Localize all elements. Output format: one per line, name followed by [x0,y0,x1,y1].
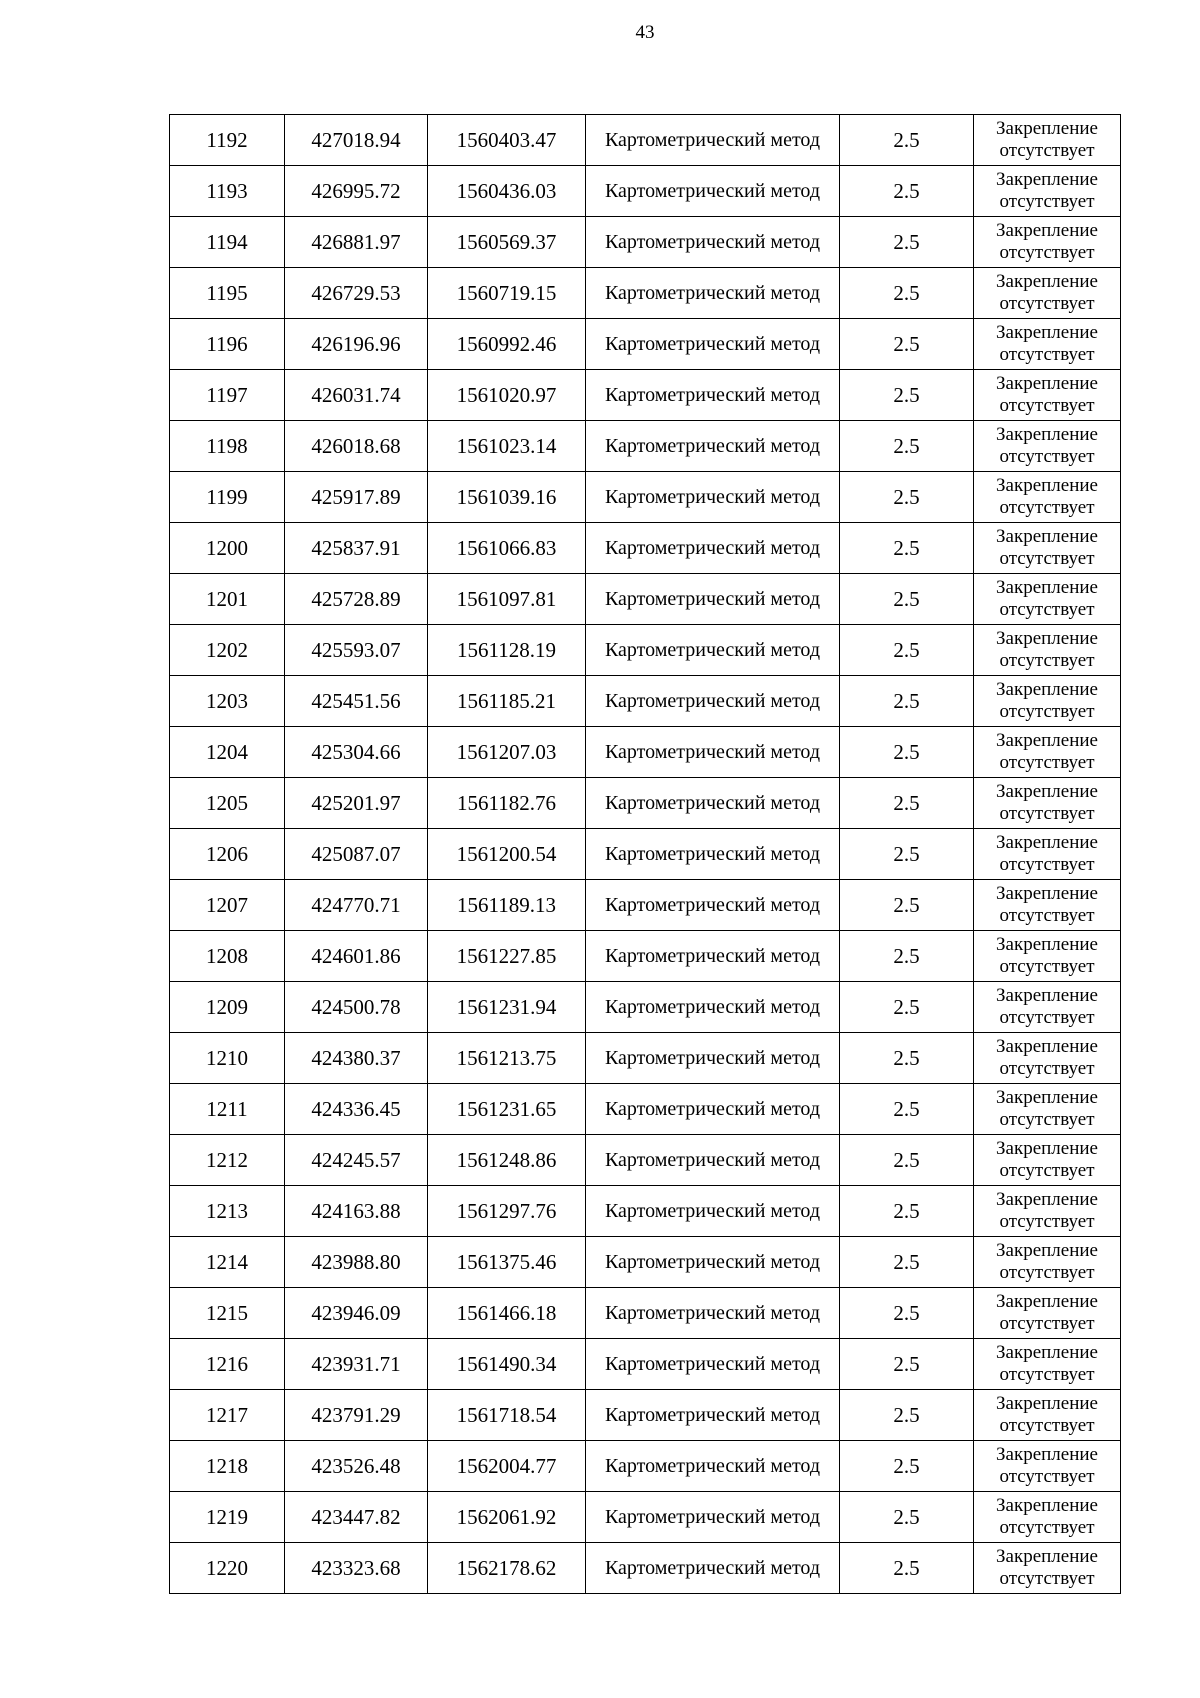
fixing-status-line: Закрепление [996,219,1098,241]
fixing-status-line: отсутствует [999,293,1095,314]
method-cell: Картометрический метод [586,727,840,778]
table-row [170,268,1121,319]
point-number-cell: 1213 [170,1186,285,1237]
point-number-cell: 1199 [170,472,285,523]
y-coordinate-cell: 1560719.15 [428,268,586,319]
accuracy-cell: 2.5 [840,1543,974,1594]
accuracy-cell: 2.5 [840,829,974,880]
accuracy-cell: 2.5 [840,1288,974,1339]
fixing-status-line: отсутствует [999,1466,1095,1487]
accuracy-cell: 2.5 [840,1390,974,1441]
y-coordinate-cell: 1561185.21 [428,676,586,727]
y-coordinate-cell: 1561128.19 [428,625,586,676]
fixing-status-cell [974,319,1121,370]
x-coordinate-cell: 425593.07 [285,625,428,676]
y-coordinate-cell: 1561207.03 [428,727,586,778]
x-coordinate-cell: 423931.71 [285,1339,428,1390]
coordinates-table [169,114,1121,1594]
fixing-status-cell [974,574,1121,625]
fixing-status-cell [974,1033,1121,1084]
page-number: 43 [635,22,655,43]
y-coordinate-cell: 1560403.47 [428,115,586,166]
fixing-status-line: Закрепление [996,780,1098,802]
method-cell: Картометрический метод [586,1288,840,1339]
y-coordinate-cell: 1561231.94 [428,982,586,1033]
fixing-status-cell [974,1186,1121,1237]
table-row [170,574,1121,625]
fixing-status-line: Закрепление [996,372,1098,394]
x-coordinate-cell: 424500.78 [285,982,428,1033]
accuracy-cell: 2.5 [840,1237,974,1288]
fixing-status-line: отсутствует [999,1415,1095,1436]
accuracy-cell: 2.5 [840,1033,974,1084]
method-cell: Картометрический метод [586,1441,840,1492]
table-row [170,880,1121,931]
table-row [170,676,1121,727]
fixing-status-line: отсутствует [999,1160,1095,1181]
fixing-status-cell [974,1084,1121,1135]
method-cell: Картометрический метод [586,472,840,523]
fixing-status-line: отсутствует [999,1313,1095,1334]
accuracy-cell: 2.5 [840,421,974,472]
fixing-status-line: отсутствует [999,752,1095,773]
method-cell: Картометрический метод [586,676,840,727]
fixing-status-line: Закрепление [996,1239,1098,1261]
y-coordinate-cell: 1561066.83 [428,523,586,574]
fixing-status-line: Закрепление [996,831,1098,853]
method-cell: Картометрический метод [586,115,840,166]
method-cell: Картометрический метод [586,370,840,421]
point-number-cell: 1203 [170,676,285,727]
point-number-cell: 1202 [170,625,285,676]
fixing-status-line: Закрепление [996,627,1098,649]
x-coordinate-cell: 423323.68 [285,1543,428,1594]
fixing-status-line: отсутствует [999,1058,1095,1079]
accuracy-cell: 2.5 [840,574,974,625]
y-coordinate-cell: 1561200.54 [428,829,586,880]
point-number-cell: 1215 [170,1288,285,1339]
method-cell: Картометрический метод [586,982,840,1033]
fixing-status-line: отсутствует [999,1262,1095,1283]
table-row [170,982,1121,1033]
accuracy-cell: 2.5 [840,268,974,319]
fixing-status-cell [974,1339,1121,1390]
method-cell: Картометрический метод [586,1237,840,1288]
table-row [170,1441,1121,1492]
fixing-status-cell [974,217,1121,268]
y-coordinate-cell: 1560992.46 [428,319,586,370]
point-number-cell: 1209 [170,982,285,1033]
point-number-cell: 1218 [170,1441,285,1492]
point-number-cell: 1219 [170,1492,285,1543]
coordinates-table-body [170,115,1121,1594]
fixing-status-cell [974,370,1121,421]
x-coordinate-cell: 423447.82 [285,1492,428,1543]
accuracy-cell: 2.5 [840,1135,974,1186]
fixing-status-cell [974,880,1121,931]
fixing-status-line: отсутствует [999,242,1095,263]
x-coordinate-cell: 425304.66 [285,727,428,778]
method-cell: Картометрический метод [586,574,840,625]
accuracy-cell: 2.5 [840,370,974,421]
method-cell: Картометрический метод [586,1339,840,1390]
fixing-status-line: отсутствует [999,344,1095,365]
fixing-status-line: Закрепление [996,474,1098,496]
point-number-cell: 1204 [170,727,285,778]
fixing-status-cell [974,268,1121,319]
fixing-status-line: Закрепление [996,1035,1098,1057]
x-coordinate-cell: 425837.91 [285,523,428,574]
fixing-status-cell [974,166,1121,217]
fixing-status-cell [974,676,1121,727]
fixing-status-cell [974,625,1121,676]
x-coordinate-cell: 425728.89 [285,574,428,625]
fixing-status-line: отсутствует [999,191,1095,212]
point-number-cell: 1192 [170,115,285,166]
point-number-cell: 1211 [170,1084,285,1135]
point-number-cell: 1217 [170,1390,285,1441]
y-coordinate-cell: 1562178.62 [428,1543,586,1594]
method-cell: Картометрический метод [586,1186,840,1237]
x-coordinate-cell: 423988.80 [285,1237,428,1288]
method-cell: Картометрический метод [586,268,840,319]
table-row [170,370,1121,421]
accuracy-cell: 2.5 [840,166,974,217]
method-cell: Картометрический метод [586,421,840,472]
fixing-status-line: Закрепление [996,1290,1098,1312]
table-row [170,421,1121,472]
accuracy-cell: 2.5 [840,472,974,523]
y-coordinate-cell: 1561097.81 [428,574,586,625]
table-row [170,115,1121,166]
point-number-cell: 1216 [170,1339,285,1390]
table-row [170,829,1121,880]
x-coordinate-cell: 426018.68 [285,421,428,472]
x-coordinate-cell: 426031.74 [285,370,428,421]
fixing-status-line: Закрепление [996,984,1098,1006]
point-number-cell: 1205 [170,778,285,829]
point-number-cell: 1206 [170,829,285,880]
x-coordinate-cell: 424601.86 [285,931,428,982]
fixing-status-line: Закрепление [996,1443,1098,1465]
table-row [170,1543,1121,1594]
fixing-status-cell [974,829,1121,880]
fixing-status-line: Закрепление [996,423,1098,445]
point-number-cell: 1208 [170,931,285,982]
accuracy-cell: 2.5 [840,982,974,1033]
accuracy-cell: 2.5 [840,523,974,574]
fixing-status-line: Закрепление [996,525,1098,547]
y-coordinate-cell: 1561297.76 [428,1186,586,1237]
fixing-status-line: отсутствует [999,956,1095,977]
x-coordinate-cell: 424380.37 [285,1033,428,1084]
y-coordinate-cell: 1560436.03 [428,166,586,217]
fixing-status-line: Закрепление [996,1086,1098,1108]
method-cell: Картометрический метод [586,1135,840,1186]
x-coordinate-cell: 425451.56 [285,676,428,727]
fixing-status-cell [974,421,1121,472]
accuracy-cell: 2.5 [840,1186,974,1237]
x-coordinate-cell: 425087.07 [285,829,428,880]
point-number-cell: 1193 [170,166,285,217]
y-coordinate-cell: 1561020.97 [428,370,586,421]
table-row [170,472,1121,523]
accuracy-cell: 2.5 [840,1441,974,1492]
fixing-status-line: Закрепление [996,117,1098,139]
fixing-status-cell [974,115,1121,166]
point-number-cell: 1212 [170,1135,285,1186]
table-row [170,166,1121,217]
accuracy-cell: 2.5 [840,727,974,778]
method-cell: Картометрический метод [586,1543,840,1594]
fixing-status-cell [974,1492,1121,1543]
table-row [170,1339,1121,1390]
fixing-status-line: Закрепление [996,1188,1098,1210]
accuracy-cell: 2.5 [840,676,974,727]
table-row [170,1186,1121,1237]
fixing-status-line: Закрепление [996,168,1098,190]
fixing-status-cell [974,1288,1121,1339]
fixing-status-line: Закрепление [996,321,1098,343]
point-number-cell: 1194 [170,217,285,268]
x-coordinate-cell: 424770.71 [285,880,428,931]
x-coordinate-cell: 423946.09 [285,1288,428,1339]
method-cell: Картометрический метод [586,217,840,268]
accuracy-cell: 2.5 [840,1084,974,1135]
fixing-status-line: отсутствует [999,497,1095,518]
fixing-status-cell [974,1135,1121,1186]
point-number-cell: 1210 [170,1033,285,1084]
fixing-status-line: отсутствует [999,395,1095,416]
fixing-status-line: Закрепление [996,882,1098,904]
method-cell: Картометрический метод [586,523,840,574]
y-coordinate-cell: 1561189.13 [428,880,586,931]
fixing-status-cell [974,982,1121,1033]
method-cell: Картометрический метод [586,319,840,370]
fixing-status-line: Закрепление [996,576,1098,598]
y-coordinate-cell: 1561718.54 [428,1390,586,1441]
fixing-status-line: отсутствует [999,548,1095,569]
point-number-cell: 1201 [170,574,285,625]
x-coordinate-cell: 423791.29 [285,1390,428,1441]
point-number-cell: 1196 [170,319,285,370]
x-coordinate-cell: 426881.97 [285,217,428,268]
accuracy-cell: 2.5 [840,319,974,370]
y-coordinate-cell: 1561231.65 [428,1084,586,1135]
table-row [170,1135,1121,1186]
fixing-status-cell [974,1543,1121,1594]
x-coordinate-cell: 424336.45 [285,1084,428,1135]
point-number-cell: 1220 [170,1543,285,1594]
accuracy-cell: 2.5 [840,778,974,829]
table-row [170,778,1121,829]
fixing-status-line: отсутствует [999,446,1095,467]
accuracy-cell: 2.5 [840,115,974,166]
table-row [170,319,1121,370]
point-number-cell: 1195 [170,268,285,319]
table-row [170,523,1121,574]
fixing-status-line: Закрепление [996,729,1098,751]
x-coordinate-cell: 426995.72 [285,166,428,217]
x-coordinate-cell: 427018.94 [285,115,428,166]
method-cell: Картометрический метод [586,778,840,829]
table-row [170,727,1121,778]
table-row [170,1288,1121,1339]
y-coordinate-cell: 1561023.14 [428,421,586,472]
y-coordinate-cell: 1561213.75 [428,1033,586,1084]
y-coordinate-cell: 1561375.46 [428,1237,586,1288]
point-number-cell: 1214 [170,1237,285,1288]
fixing-status-cell [974,472,1121,523]
x-coordinate-cell: 425201.97 [285,778,428,829]
method-cell: Картометрический метод [586,625,840,676]
fixing-status-line: Закрепление [996,270,1098,292]
fixing-status-cell [974,778,1121,829]
table-row [170,1084,1121,1135]
x-coordinate-cell: 426729.53 [285,268,428,319]
y-coordinate-cell: 1561227.85 [428,931,586,982]
table-row [170,217,1121,268]
method-cell: Картометрический метод [586,829,840,880]
fixing-status-cell [974,523,1121,574]
table-row [170,1033,1121,1084]
x-coordinate-cell: 423526.48 [285,1441,428,1492]
method-cell: Картометрический метод [586,1084,840,1135]
fixing-status-line: Закрепление [996,1545,1098,1567]
fixing-status-line: отсутствует [999,650,1095,671]
accuracy-cell: 2.5 [840,625,974,676]
fixing-status-line: отсутствует [999,1007,1095,1028]
fixing-status-line: отсутствует [999,1568,1095,1589]
table-row [170,1237,1121,1288]
y-coordinate-cell: 1561182.76 [428,778,586,829]
fixing-status-line: отсутствует [999,140,1095,161]
fixing-status-line: Закрепление [996,1341,1098,1363]
point-number-cell: 1198 [170,421,285,472]
table-row [170,625,1121,676]
fixing-status-line: отсутствует [999,1364,1095,1385]
x-coordinate-cell: 424163.88 [285,1186,428,1237]
method-cell: Картометрический метод [586,1492,840,1543]
accuracy-cell: 2.5 [840,217,974,268]
accuracy-cell: 2.5 [840,1339,974,1390]
fixing-status-line: отсутствует [999,1211,1095,1232]
fixing-status-cell [974,1390,1121,1441]
table-row [170,931,1121,982]
y-coordinate-cell: 1562061.92 [428,1492,586,1543]
method-cell: Картометрический метод [586,880,840,931]
table-row [170,1492,1121,1543]
method-cell: Картометрический метод [586,1033,840,1084]
method-cell: Картометрический метод [586,931,840,982]
fixing-status-line: Закрепление [996,1494,1098,1516]
y-coordinate-cell: 1560569.37 [428,217,586,268]
y-coordinate-cell: 1562004.77 [428,1441,586,1492]
fixing-status-line: Закрепление [996,1392,1098,1414]
point-number-cell: 1207 [170,880,285,931]
fixing-status-cell [974,1237,1121,1288]
fixing-status-line: Закрепление [996,678,1098,700]
accuracy-cell: 2.5 [840,880,974,931]
fixing-status-cell [974,1441,1121,1492]
fixing-status-cell [974,727,1121,778]
fixing-status-line: отсутствует [999,854,1095,875]
accuracy-cell: 2.5 [840,1492,974,1543]
fixing-status-line: отсутствует [999,599,1095,620]
fixing-status-line: Закрепление [996,933,1098,955]
y-coordinate-cell: 1561248.86 [428,1135,586,1186]
method-cell: Картометрический метод [586,1390,840,1441]
y-coordinate-cell: 1561039.16 [428,472,586,523]
method-cell: Картометрический метод [586,166,840,217]
x-coordinate-cell: 425917.89 [285,472,428,523]
accuracy-cell: 2.5 [840,931,974,982]
point-number-cell: 1197 [170,370,285,421]
point-number-cell: 1200 [170,523,285,574]
fixing-status-cell [974,931,1121,982]
fixing-status-line: Закрепление [996,1137,1098,1159]
fixing-status-line: отсутствует [999,1517,1095,1538]
x-coordinate-cell: 424245.57 [285,1135,428,1186]
fixing-status-line: отсутствует [999,701,1095,722]
y-coordinate-cell: 1561490.34 [428,1339,586,1390]
table-row [170,1390,1121,1441]
fixing-status-line: отсутствует [999,905,1095,926]
fixing-status-line: отсутствует [999,803,1095,824]
fixing-status-line: отсутствует [999,1109,1095,1130]
x-coordinate-cell: 426196.96 [285,319,428,370]
y-coordinate-cell: 1561466.18 [428,1288,586,1339]
